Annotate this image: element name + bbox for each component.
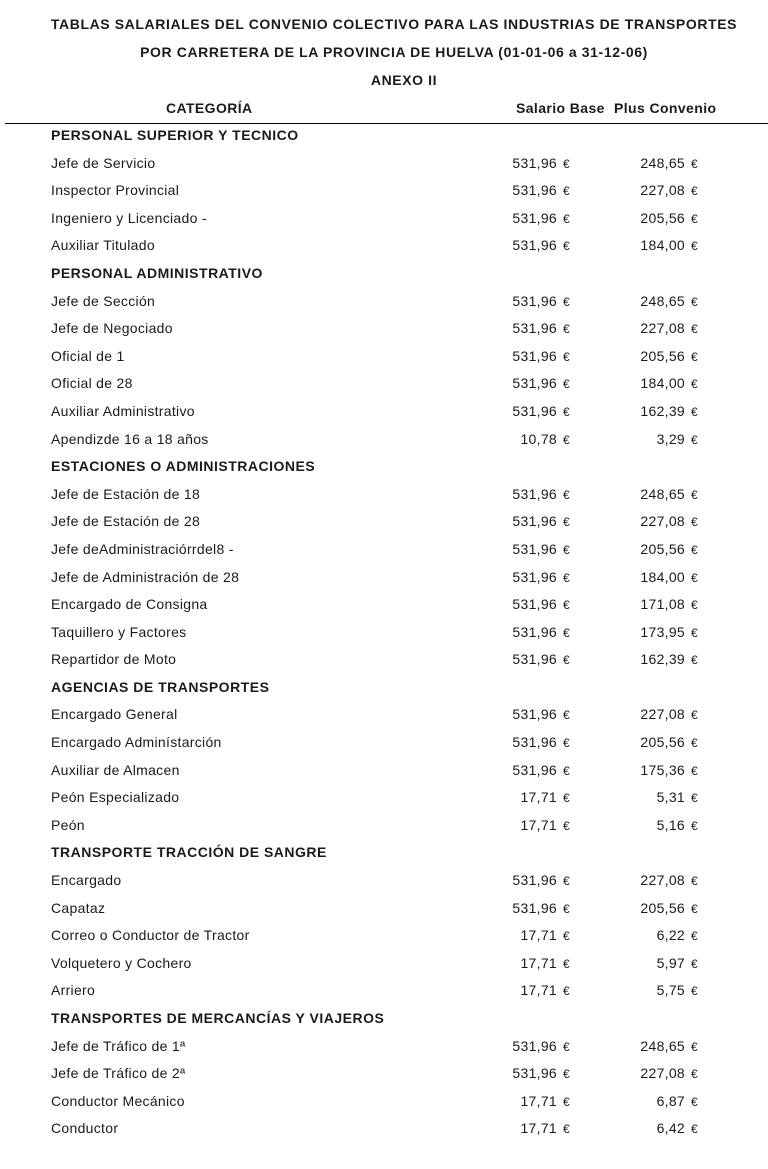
plus-cell xyxy=(640,872,698,888)
salary-cell xyxy=(512,624,570,640)
currency-symbol: € xyxy=(691,1122,698,1137)
salary-value: 17,71 xyxy=(520,1092,558,1109)
category-label: Jefe deAdministraciórrdel8 - xyxy=(51,540,234,557)
currency-symbol: € xyxy=(691,625,698,640)
table-row xyxy=(0,785,768,813)
plus-value: 227,08 xyxy=(640,320,686,337)
currency-symbol: € xyxy=(691,239,698,254)
salary-cell xyxy=(512,320,570,336)
plus-cell xyxy=(640,706,698,722)
category-label: Jefe de Sección xyxy=(51,292,156,309)
category-label: Volquetero y Cochero xyxy=(51,954,192,971)
plus-cell xyxy=(640,762,698,778)
salary-table xyxy=(0,123,768,1144)
section-heading-row xyxy=(0,261,768,289)
plus-cell xyxy=(640,375,698,391)
category-label: Auxiliar Administrativo xyxy=(51,402,195,419)
currency-symbol: € xyxy=(563,211,570,226)
plus-value: 171,08 xyxy=(640,596,686,613)
currency-symbol: € xyxy=(691,515,698,530)
table-row xyxy=(0,592,768,620)
category-label: Encargado de Consigna xyxy=(51,596,208,613)
plus-cell xyxy=(640,596,698,612)
salary-value: 531,96 xyxy=(512,623,558,640)
salary-cell xyxy=(520,431,570,447)
salary-cell xyxy=(512,872,570,888)
salary-value: 17,71 xyxy=(520,982,558,999)
plus-value: 227,08 xyxy=(640,182,686,199)
salary-cell xyxy=(512,762,570,778)
currency-symbol: € xyxy=(563,487,570,502)
plus-value: 6,42 xyxy=(656,1120,686,1137)
salary-value: 17,71 xyxy=(520,816,558,833)
category-label: Correo o Conductor de Tractor xyxy=(51,927,250,944)
salary-value: 531,96 xyxy=(512,347,558,364)
currency-symbol: € xyxy=(563,515,570,530)
section-heading-row xyxy=(0,454,768,482)
category-label: Jefe de Administración de 28 xyxy=(51,568,240,585)
table-row xyxy=(0,978,768,1006)
plus-value: 205,56 xyxy=(640,540,686,557)
salary-cell xyxy=(512,1038,570,1054)
salary-value: 531,96 xyxy=(512,761,558,778)
currency-symbol: € xyxy=(563,156,570,171)
currency-symbol: € xyxy=(691,322,698,337)
currency-symbol: € xyxy=(563,818,570,833)
salary-cell xyxy=(512,348,570,364)
currency-symbol: € xyxy=(691,818,698,833)
salary-cell xyxy=(520,982,570,998)
salary-cell xyxy=(512,182,570,198)
plus-cell xyxy=(657,817,698,833)
currency-symbol: € xyxy=(691,377,698,392)
plus-value: 205,56 xyxy=(640,209,686,226)
plus-cell xyxy=(640,569,698,585)
plus-value: 5,16 xyxy=(656,816,686,833)
table-row xyxy=(0,178,768,206)
salary-cell xyxy=(512,293,570,309)
salary-value: 531,96 xyxy=(512,651,558,668)
plus-cell xyxy=(640,403,698,419)
salary-value: 531,96 xyxy=(512,513,558,530)
plus-value: 248,65 xyxy=(640,154,686,171)
currency-symbol: € xyxy=(563,1067,570,1082)
section-heading: ESTACIONES O ADMINISTRACIONES xyxy=(51,458,316,475)
salary-cell xyxy=(520,955,570,971)
currency-symbol: € xyxy=(563,542,570,557)
plus-value: 6,87 xyxy=(656,1092,686,1109)
plus-value: 227,08 xyxy=(640,513,686,530)
table-row xyxy=(0,344,768,372)
salary-value: 531,96 xyxy=(512,1065,558,1082)
salary-value: 531,96 xyxy=(512,485,558,502)
category-label: Encargado Adminístarción xyxy=(51,734,222,751)
currency-symbol: € xyxy=(563,432,570,447)
currency-symbol: € xyxy=(563,294,570,309)
plus-cell xyxy=(640,624,698,640)
table-row xyxy=(0,399,768,427)
currency-symbol: € xyxy=(563,763,570,778)
section-heading: TRANSPORTE TRACCIÓN DE SANGRE xyxy=(51,844,327,861)
currency-symbol: € xyxy=(691,791,698,806)
salary-value: 531,96 xyxy=(512,209,558,226)
salary-value: 531,96 xyxy=(512,320,558,337)
category-label: Jefe de Negociado xyxy=(51,320,173,337)
currency-symbol: € xyxy=(691,349,698,364)
currency-symbol: € xyxy=(691,708,698,723)
currency-symbol: € xyxy=(563,570,570,585)
category-label: Inspector Provincial xyxy=(51,182,180,199)
salary-value: 17,71 xyxy=(520,1120,558,1137)
currency-symbol: € xyxy=(563,874,570,889)
table-row xyxy=(0,923,768,951)
plus-value: 227,08 xyxy=(640,1065,686,1082)
table-row xyxy=(0,151,768,179)
salary-value: 531,96 xyxy=(512,154,558,171)
currency-symbol: € xyxy=(691,156,698,171)
category-label: Auxiliar de Almacen xyxy=(51,761,180,778)
plus-cell xyxy=(640,651,698,667)
currency-symbol: € xyxy=(563,901,570,916)
currency-symbol: € xyxy=(691,1039,698,1054)
currency-symbol: € xyxy=(563,956,570,971)
salary-cell xyxy=(512,706,570,722)
category-label: Jefe de Tráfico de 1ª xyxy=(51,1037,186,1054)
currency-symbol: € xyxy=(691,598,698,613)
table-row xyxy=(0,896,768,924)
salary-cell xyxy=(512,237,570,253)
plus-cell xyxy=(657,1093,698,1109)
category-label: Capataz xyxy=(51,899,106,916)
table-row xyxy=(0,509,768,537)
plus-cell xyxy=(640,1065,698,1081)
currency-symbol: € xyxy=(563,791,570,806)
table-row xyxy=(0,233,768,261)
plus-value: 5,75 xyxy=(656,982,686,999)
plus-value: 205,56 xyxy=(640,734,686,751)
plus-cell xyxy=(657,789,698,805)
plus-cell xyxy=(657,927,698,943)
salary-value: 531,96 xyxy=(512,568,558,585)
category-label: Arriero xyxy=(51,982,96,999)
table-row xyxy=(0,371,768,399)
section-heading-row xyxy=(0,123,768,151)
table-row xyxy=(0,647,768,675)
currency-symbol: € xyxy=(563,404,570,419)
currency-symbol: € xyxy=(691,901,698,916)
table-row xyxy=(0,1116,768,1144)
salary-value: 531,96 xyxy=(512,596,558,613)
category-label: Conductor Mecánico xyxy=(51,1092,185,1109)
plus-value: 248,65 xyxy=(640,485,686,502)
plus-cell xyxy=(640,348,698,364)
salary-cell xyxy=(520,1120,570,1136)
salary-cell xyxy=(520,1093,570,1109)
currency-symbol: € xyxy=(563,653,570,668)
table-row xyxy=(0,951,768,979)
plus-value: 248,65 xyxy=(640,292,686,309)
plus-cell xyxy=(640,734,698,750)
plus-cell xyxy=(657,955,698,971)
plus-value: 184,00 xyxy=(640,568,686,585)
plus-cell xyxy=(640,237,698,253)
salary-cell xyxy=(520,817,570,833)
currency-symbol: € xyxy=(563,377,570,392)
salary-value: 531,96 xyxy=(512,706,558,723)
column-header-plus: Plus Convenio xyxy=(614,100,717,116)
plus-value: 175,36 xyxy=(640,761,686,778)
category-label: Peón xyxy=(51,816,85,833)
currency-symbol: € xyxy=(563,625,570,640)
section-heading: AGENCIAS DE TRANSPORTES xyxy=(51,678,270,695)
table-row xyxy=(0,1034,768,1062)
salary-cell xyxy=(512,513,570,529)
category-label: Encargado xyxy=(51,872,122,889)
plus-value: 162,39 xyxy=(640,402,686,419)
salary-value: 17,71 xyxy=(520,789,558,806)
currency-symbol: € xyxy=(691,294,698,309)
category-label: Ingeniero y Licenciado - xyxy=(51,209,207,226)
currency-symbol: € xyxy=(691,956,698,971)
category-label: Jefe de Servicio xyxy=(51,154,156,171)
plus-value: 3,29 xyxy=(656,430,686,447)
plus-cell xyxy=(657,982,698,998)
table-row xyxy=(0,758,768,786)
document-title-line-1: TABLAS SALARIALES DEL CONVENIO COLECTIVO PARA LAS INDUSTRIAS DE TRANSPORTES xyxy=(50,16,738,32)
section-heading: TRANSPORTES DE MERCANCÍAS Y VIAJEROS xyxy=(51,1010,385,1026)
table-row xyxy=(0,316,768,344)
currency-symbol: € xyxy=(691,404,698,419)
currency-symbol: € xyxy=(691,1094,698,1109)
section-heading-row xyxy=(0,675,768,703)
table-row xyxy=(0,1089,768,1117)
plus-value: 205,56 xyxy=(640,347,686,364)
plus-cell xyxy=(640,900,698,916)
salary-value: 17,71 xyxy=(520,954,558,971)
currency-symbol: € xyxy=(563,1122,570,1137)
plus-value: 227,08 xyxy=(640,872,686,889)
currency-symbol: € xyxy=(563,184,570,199)
table-row xyxy=(0,289,768,317)
salary-value: 531,96 xyxy=(512,182,558,199)
category-label: Oficial de 28 xyxy=(51,375,133,392)
plus-cell xyxy=(640,155,698,171)
salary-value: 17,71 xyxy=(520,927,558,944)
category-label: Apendizde 16 a 18 años xyxy=(51,430,209,447)
document-title-line-2: POR CARRETERA DE LA PROVINCIA DE HUELVA (01-01-06 a 31-12-06) xyxy=(140,44,648,60)
plus-value: 227,08 xyxy=(640,706,686,723)
table-row xyxy=(0,537,768,565)
category-label: Encargado General xyxy=(51,706,178,723)
currency-symbol: € xyxy=(691,542,698,557)
plus-value: 162,39 xyxy=(640,651,686,668)
currency-symbol: € xyxy=(691,432,698,447)
salary-value: 531,96 xyxy=(512,872,558,889)
category-label: Auxiliar Titulado xyxy=(51,237,155,254)
plus-cell xyxy=(640,1038,698,1054)
plus-value: 248,65 xyxy=(640,1037,686,1054)
currency-symbol: € xyxy=(691,211,698,226)
salary-cell xyxy=(512,734,570,750)
plus-cell xyxy=(640,293,698,309)
section-heading: PERSONAL ADMINISTRATIVO xyxy=(51,264,263,281)
category-label: Peón Especializado xyxy=(51,789,180,806)
plus-value: 184,00 xyxy=(640,237,686,254)
annex-label: ANEXO II xyxy=(370,72,438,88)
currency-symbol: € xyxy=(563,1094,570,1109)
currency-symbol: € xyxy=(563,239,570,254)
salary-cell xyxy=(512,541,570,557)
table-row xyxy=(0,565,768,593)
salary-cell xyxy=(520,927,570,943)
currency-symbol: € xyxy=(563,598,570,613)
plus-cell xyxy=(640,541,698,557)
plus-value: 205,56 xyxy=(640,899,686,916)
salary-cell xyxy=(512,596,570,612)
category-label: Repartidor de Moto xyxy=(51,651,177,668)
salary-value: 531,96 xyxy=(512,540,558,557)
currency-symbol: € xyxy=(563,708,570,723)
category-label: Jefe de Estación de 28 xyxy=(51,513,201,530)
salary-cell xyxy=(512,375,570,391)
plus-cell xyxy=(640,182,698,198)
plus-value: 6,22 xyxy=(656,927,686,944)
salary-value: 531,96 xyxy=(512,375,558,392)
currency-symbol: € xyxy=(563,984,570,999)
table-row xyxy=(0,427,768,455)
currency-symbol: € xyxy=(691,874,698,889)
salary-value: 531,96 xyxy=(512,1037,558,1054)
table-row xyxy=(0,482,768,510)
currency-symbol: € xyxy=(563,1039,570,1054)
plus-value: 184,00 xyxy=(640,375,686,392)
plus-value: 173,95 xyxy=(640,623,686,640)
currency-symbol: € xyxy=(691,570,698,585)
table-row xyxy=(0,1061,768,1089)
currency-symbol: € xyxy=(563,349,570,364)
category-label: Conductor xyxy=(51,1120,119,1137)
plus-cell xyxy=(640,513,698,529)
table-row xyxy=(0,206,768,234)
currency-symbol: € xyxy=(563,736,570,751)
salary-cell xyxy=(512,155,570,171)
salary-value: 10,78 xyxy=(520,430,558,447)
currency-symbol: € xyxy=(691,929,698,944)
salary-cell xyxy=(512,210,570,226)
salary-value: 531,96 xyxy=(512,734,558,751)
currency-symbol: € xyxy=(563,929,570,944)
currency-symbol: € xyxy=(691,653,698,668)
salary-value: 531,96 xyxy=(512,292,558,309)
category-label: Oficial de 1 xyxy=(51,347,125,364)
salary-cell xyxy=(520,789,570,805)
plus-cell xyxy=(640,486,698,502)
plus-cell xyxy=(640,320,698,336)
category-label: Jefe de Estación de 18 xyxy=(51,485,201,502)
category-label: Jefe de Tráfico de 2ª xyxy=(51,1065,186,1082)
currency-symbol: € xyxy=(691,984,698,999)
salary-value: 531,96 xyxy=(512,402,558,419)
section-heading-row xyxy=(0,1006,768,1034)
currency-symbol: € xyxy=(691,487,698,502)
table-row xyxy=(0,813,768,841)
salary-value: 531,96 xyxy=(512,237,558,254)
currency-symbol: € xyxy=(691,1067,698,1082)
salary-cell xyxy=(512,569,570,585)
table-row xyxy=(0,702,768,730)
plus-cell xyxy=(657,431,698,447)
salary-cell xyxy=(512,651,570,667)
salary-value: 531,96 xyxy=(512,899,558,916)
column-header-salary: Salario Base xyxy=(516,100,605,116)
column-header-category: CATEGORÍA xyxy=(166,100,253,116)
section-heading: PERSONAL SUPERIOR Y TECNICO xyxy=(51,127,299,143)
salary-cell xyxy=(512,900,570,916)
salary-cell xyxy=(512,403,570,419)
table-row xyxy=(0,620,768,648)
salary-cell xyxy=(512,486,570,502)
plus-value: 5,97 xyxy=(656,954,686,971)
category-label: Taquillero y Factores xyxy=(51,623,187,640)
currency-symbol: € xyxy=(563,322,570,337)
table-row xyxy=(0,730,768,758)
section-heading-row xyxy=(0,840,768,868)
salary-cell xyxy=(512,1065,570,1081)
plus-value: 5,31 xyxy=(656,789,686,806)
table-row xyxy=(0,868,768,896)
currency-symbol: € xyxy=(691,736,698,751)
currency-symbol: € xyxy=(691,184,698,199)
currency-symbol: € xyxy=(691,763,698,778)
plus-cell xyxy=(640,210,698,226)
plus-cell xyxy=(657,1120,698,1136)
